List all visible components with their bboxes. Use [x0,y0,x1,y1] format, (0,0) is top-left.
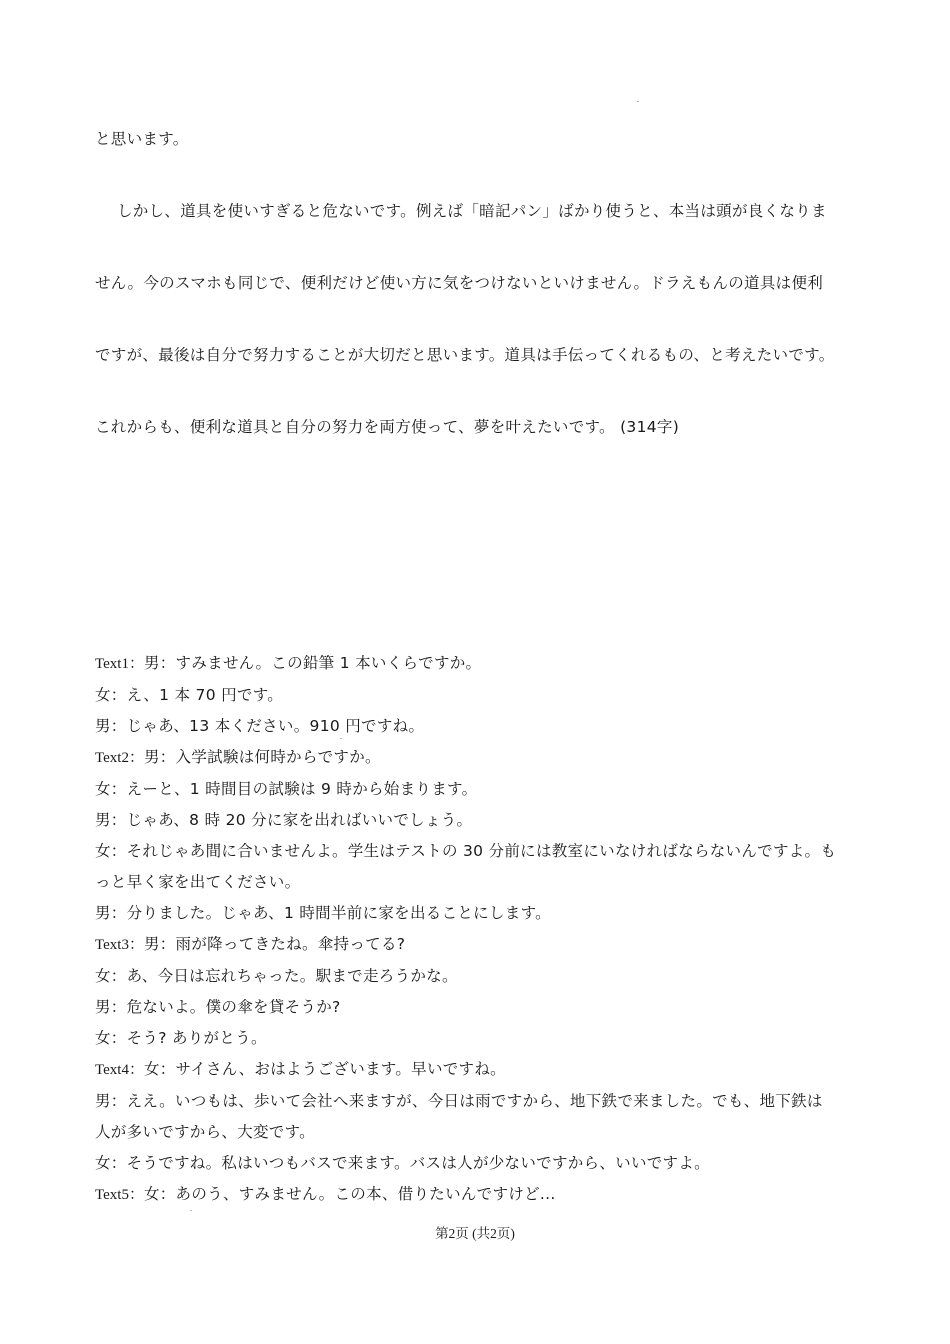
transcript-line [95,992,865,1023]
dialogue-text: 男：分りました。じゃあ、1 時間半前に家を出ることにします。 [95,904,551,922]
essay-line: しかし、道具を使いすぎると危ないです。例えば「暗記パン」ばかり使うと、本当は頭が良くなりま [117,202,827,220]
transcript-line [95,742,865,774]
dialogue-text: 女：あのう、すみません。この本、借りたいんですけど... [143,1185,556,1203]
transcript-line [95,1086,865,1117]
dialogue-text: 男：すみません。この鉛筆 1 本いくらですか。 [143,654,482,672]
text-label: Text3： [95,937,144,953]
page-number: 第2页 (共2页) [435,1226,515,1241]
text-label: Text5： [95,1187,144,1203]
dialogue-text: 男：じゃあ、8 時 20 分に家を出ればいいでしょう。 [95,811,473,829]
dialogue-text: 男：ええ。いつもは、歩いて会社へ来ますが、今日は雨ですから、地下鉄で来ました。でも、地下鉄は [95,1092,823,1110]
transcript-line [95,1054,865,1086]
essay-line: と思います。 [95,130,189,148]
dialogue-text: 男：雨が降ってきたね。傘持ってる? [143,935,406,953]
transcript-line [95,929,865,961]
dialogue-text: 男：入学試験は何時からですか。 [143,748,381,766]
transcript-line [95,648,865,680]
text-label: Text1： [95,656,144,672]
dialogue-text: 女：えーと、1 時間目の試験は 9 時から始まります。 [95,780,478,798]
transcript-line [95,774,865,805]
transcript-line [95,1023,865,1054]
transcript-line [95,711,865,742]
essay-line: せん。今のスマホも同じで、便利だけど使い方に気をつけないといけません。ドラえもんの道具は便利 [95,274,824,292]
transcript-line [95,898,865,929]
transcript-line [95,1148,865,1179]
dialogue-text: 男：危ないよ。僕の傘を貸そうか? [95,998,341,1016]
text-label: Text4： [95,1062,144,1078]
dialogue-text: っと早く家を出てください。 [95,873,301,891]
dialogue-text: 女：そう? ありがとう。 [95,1029,267,1047]
transcript-line [95,867,865,898]
dialogue-text: 人が多いですから、大変です。 [95,1123,315,1141]
transcript-line [95,836,865,867]
dialogue-text: 女：そうですね。私はいつもバスで来ます。バスは人が少ないですから、いいですよ。 [95,1154,710,1172]
transcript-line [95,680,865,711]
dialogue-text: 女：サイさん、おはようございます。早いですね。 [143,1060,506,1078]
dialogue-text: 男：じゃあ、13 本ください。910 円ですね。 [95,717,425,735]
listening-transcript [95,648,865,1211]
transcript-line [95,805,865,836]
essay-line: これからも、便利な道具と自分の努力を両方使って、夢を叶えたいです。 (314字) [95,418,680,436]
transcript-line [95,1117,865,1148]
scan-speck [637,101,639,102]
transcript-line [95,1179,865,1211]
essay-section [95,126,865,440]
dialogue-text: 女：それじゃあ間に合いませんよ。学生はテストの 30 分前には教室にいなければならないんですよ。も [95,842,837,860]
essay-line: ですが、最後は自分で努力することが大切だと思います。道具は手伝ってくれるもの、と考えたいです。 [95,346,835,364]
dialogue-text: 女：あ、今日は忘れちゃった。駅まで走ろうかな。 [95,967,458,985]
text-label: Text2： [95,750,144,766]
dialogue-text: 女：え、1 本 70 円です。 [95,686,284,704]
transcript-line [95,961,865,992]
